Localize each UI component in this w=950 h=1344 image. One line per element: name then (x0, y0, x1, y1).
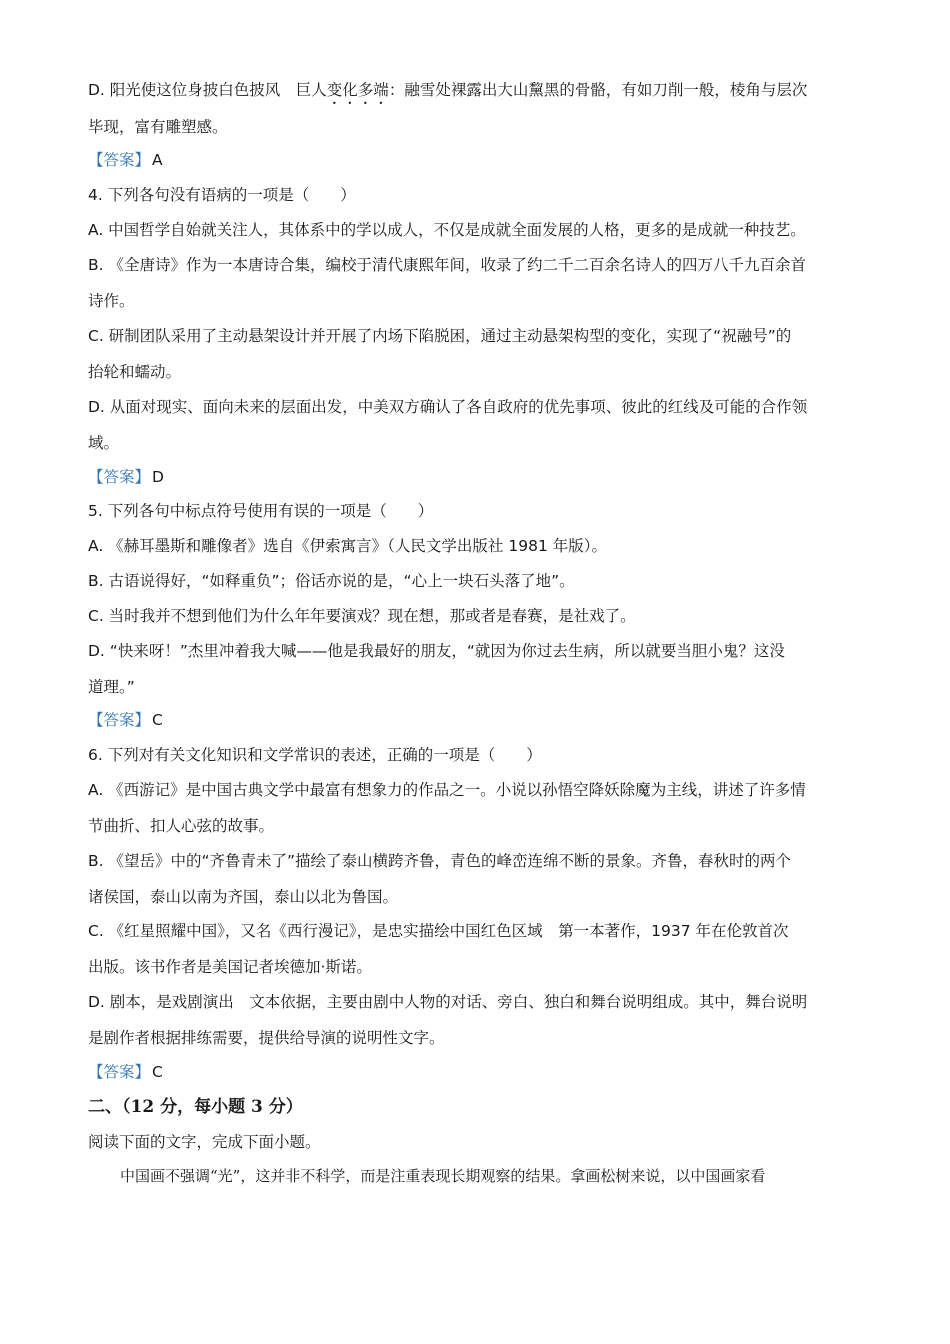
q6-option-a-cont: 节曲折、扣人心弦的故事。 (88, 817, 275, 835)
q4-option-c-cont: 抬轮和蠕动。 (88, 363, 182, 381)
answer-label: 【答案】 (88, 1063, 151, 1081)
q5-option-c: C. 当时我并不想到他们为什么年年要演戏？现在想，那或者是春赛，是社戏了。 (88, 607, 636, 625)
q4-stem: 4. 下列各句没有语病的一项是（ ） (88, 186, 356, 204)
q6-option-a: A. 《西游记》是中国古典文学中最富有想象力的作品之一。小说以孙悟空降妖除魔为主线，讲述了许多情 (88, 781, 806, 799)
q6-stem: 6. 下列对有关文化知识和文学常识的表述，正确的一项是（ ） (88, 746, 542, 764)
q4-option-b: B. 《全唐诗》作为一本唐诗合集，编校于清代康熙年间，收录了约二千二百余名诗人的四万八千九百余首 (88, 256, 806, 274)
q6-option-c: C. 《红星照耀中国》，又名《西行漫记》，是忠实描绘中国红色区域 第一本著作，1937 年在伦敦首次 (88, 922, 789, 940)
q5-stem: 5. 下列各句中标点符号使用有误的一项是（ ） (88, 502, 434, 520)
q5-option-b: B. 古语说得好，“如释重负”；俗话亦说的是，“心上一块石头落了地”。 (88, 572, 575, 590)
q6-option-d: D. 剧本，是戏剧演出 文本依据，主要由剧中人物的对话、旁白、独白和舞台说明组成。其中，舞台说明 (88, 993, 808, 1011)
answer-value: A (152, 151, 163, 169)
answer-value: D (152, 468, 164, 486)
q3-option-d-cont: 毕现，富有雕塑感。 (88, 118, 228, 136)
answer-value: C (152, 711, 163, 729)
answer-label: 【答案】 (88, 151, 151, 169)
q3-option-d-emphasis: 变化多端 (326, 81, 389, 99)
q6-option-b-cont: 诸侯国，泰山以南为齐国，泰山以北为鲁国。 (88, 888, 399, 906)
q4-option-d-cont: 域。 (88, 434, 120, 452)
section-instruction: 阅读下面的文字，完成下面小题。 (88, 1133, 321, 1151)
q5-option-a: A. 《赫耳墨斯和雕像者》选自《伊索寓言》（人民文学出版社 1981 年版）。 (88, 537, 607, 555)
q3-option-d-post: ：融雪处裸露出大山黧黑的骨骼，有如刀削一般，棱角与层次 (388, 81, 808, 99)
q4-option-c: C. 研制团队采用了主动悬架设计并开展了内场下陷脱困，通过主动悬架构型的变化，实现了“祝融号”的 (88, 327, 792, 345)
q5-answer (88, 709, 163, 731)
q3-answer (88, 149, 163, 171)
answer-label: 【答案】 (88, 468, 151, 486)
q4-option-d: D. 从面对现实、面向未来的层面出发，中美双方确认了各自政府的优先事项、彼此的红线及可能的合作领 (88, 398, 808, 416)
q5-option-d: D. “快来呀！”杰里冲着我大喊——他是我最好的朋友，“就因为你过去生病，所以就要当胆小鬼？这没 (88, 642, 785, 660)
q3-option-d-pre: D. 阳光使这位身披白色披风 巨人 (88, 81, 327, 99)
q4-option-a: A. 中国哲学自始就关注人，其体系中的学以成人，不仅是成就全面发展的人格，更多的是成就一种技艺。 (88, 221, 806, 239)
q4-option-b-cont: 诗作。 (88, 292, 135, 310)
q6-option-b: B. 《望岳》中的“齐鲁青未了”描绘了泰山横跨齐鲁，青色的峰峦连绵不断的景象。齐鲁，春秋时的两个 (88, 852, 792, 870)
q5-option-d-cont: 道理。” (88, 678, 135, 696)
passage-first-line: 中国画不强调“光”，这并非不科学，而是注重表现长期观察的结果。拿画松树来说，以中国画家看 (120, 1167, 766, 1185)
q6-answer (88, 1061, 163, 1083)
answer-label: 【答案】 (88, 711, 151, 729)
q4-answer (88, 466, 164, 488)
answer-value: C (152, 1063, 163, 1081)
section-heading: 二、（12 分，每小题 3 分） (88, 1097, 303, 1117)
q6-option-d-cont: 是剧作者根据排练需要，提供给导演的说明性文字。 (88, 1029, 445, 1047)
q3-option-d (88, 79, 868, 108)
q6-option-c-cont: 出版。该书作者是美国记者埃德加·斯诺。 (88, 958, 372, 976)
